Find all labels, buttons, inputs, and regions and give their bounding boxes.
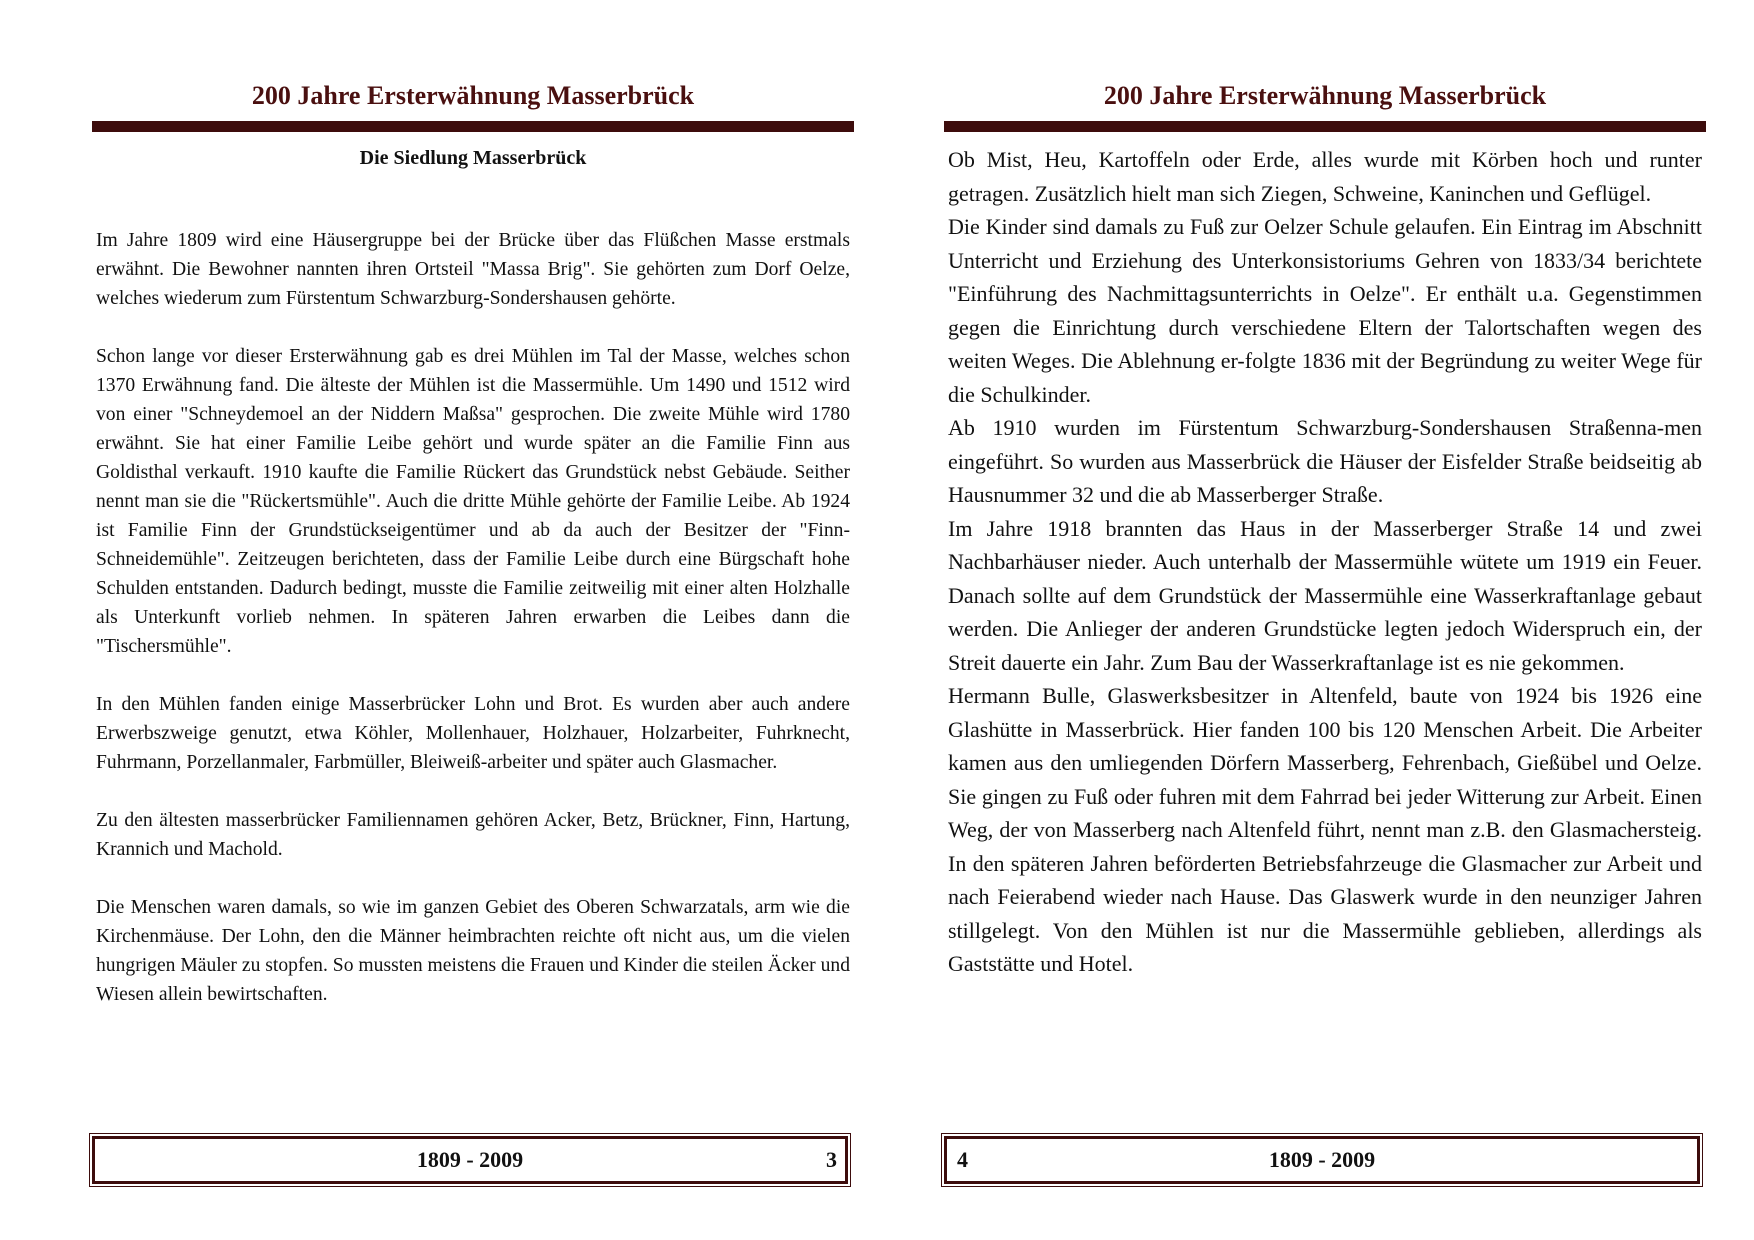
left-page	[92, 0, 854, 1240]
left-paragraph-5: Die Menschen waren damals, so wie im ganzen Gebiet des Oberen Schwarzatals, arm wie die Kirchenmäuse. Der Lohn, den die Männer heimbrachten reichte oft nicht aus, um die vielen hungrigen Mäuler zu stopfen. So mussten meistens die Frauen und Kinder die steilen Äcker und Wiesen allein bewirtschaften.	[96, 897, 850, 1005]
left-footer-box	[92, 1136, 848, 1184]
left-paragraph-2: Schon lange vor dieser Ersterwähnung gab es drei Mühlen im Tal der Masse, welches schon 1370 Erwähnung fand. Die älteste der Mühlen ist die Massermühle. Um 1490 und 1512 wird von einer "Schneydemoel an der Niddern Maßsa" gesprochen. Die zweite Mühle wird 1780 erwähnt. Sie hat einer Familie Leibe gehört und wurde später an die Familie Finn aus Goldisthal verkauft. 1910 kaufte die Familie Rückert das Grundstück nebst Gebäude. Seither nennt man sie die "Rückertsmühle". Auch die dritte Mühle gehörte der Familie Leibe. Ab 1924 ist Familie Finn der Grundstückseigentümer und ab da auch der Besitzer der "Finn-Schneidemühle". Zeitzeugen berichteten, dass der Familie Leibe durch eine Bürgschaft hohe Schulden entstanden. Dadurch bedingt, musste die Familie zeitweilig mit einer alten Holzhalle als Unterkunft vorlieb nehmen. In späteren Jahren erwarben die Leibes dann die "Tischersmühle".	[96, 346, 850, 657]
page-number-3: 3	[826, 1147, 837, 1172]
section-title: Die Siedlung Masserbrück	[359, 147, 587, 169]
right-footer-years: 1809 - 2009	[1268, 1147, 1376, 1172]
right-footer-box	[944, 1136, 1700, 1184]
left-header-title: 200 Jahre Ersterwähnung Masserbrück	[251, 81, 695, 110]
right-paragraph-1: Ob Mist, Heu, Kartoffeln oder Erde, alles wurde mit Körben hoch und runter getragen. Zusätzlich hielt man sich Ziegen, Schweine, Kaninchen und Geflügel.	[948, 147, 1702, 206]
left-body-text	[96, 226, 850, 1038]
page-number-4: 4	[957, 1147, 968, 1172]
left-header-rule	[92, 121, 854, 132]
left-paragraph-1: Im Jahre 1809 wird eine Häusergruppe bei der Brücke über das Flüßchen Masse erstmals erwähnt. Die Bewohner nannten ihren Ortsteil "Massa Brig". Sie gehörten zum Dorf Oelze, welches wiederum zum Fürstentum Schwarzburg-Sondershausen gehörte.	[96, 230, 850, 309]
left-footer-years: 1809 - 2009	[416, 1147, 524, 1172]
right-paragraph-3: Ab 1910 wurden im Fürstentum Schwarzburg-Sondershausen Straßenna-men eingeführt. So wurden aus Masserbrück die Häuser der Eisfelder Straße beidseitig ab Hausnummer 32 und die ab Masserberger Straße.	[948, 415, 1702, 507]
right-header-rule	[944, 121, 1706, 132]
right-header-title: 200 Jahre Ersterwähnung Masserbrück	[1103, 81, 1547, 110]
right-page	[944, 0, 1706, 1240]
right-paragraph-5: Hermann Bulle, Glaswerksbesitzer in Altenfeld, baute von 1924 bis 1926 eine Glashütte in Masserbrück. Hier fanden 100 bis 120 Menschen Arbeit. Die Arbeiter kamen aus den umliegenden Dörfern Masserberg, Fehrenbach, Gießübel und Oelze. Sie gingen zu Fuß oder fuhren mit dem Fahrrad bei jeder Witterung zur Arbeit. Einen Weg, der von Masserberg nach Altenfeld führt, nennt man z.B. den Glasmachersteig. In den späteren Jahren beförderten Betriebsfahrzeuge die Glasmacher zur Arbeit und nach Feierabend wieder nach Hause. Das Glaswerk wurde in den neunziger Jahren stillgelegt. Von den Mühlen ist nur die Massermühle geblieben, allerdings als Gaststätte und Hotel.	[948, 683, 1702, 976]
right-paragraph-4: Im Jahre 1918 brannten das Haus in der Masserberger Straße 14 und zwei Nachbarhäuser nieder. Auch unterhalb der Massermühle wütete um 1919 ein Feuer. Danach sollte auf dem Grundstück der Massermühle eine Wasserkraftanlage gebaut werden. Die Anlieger der anderen Grundstücke legten jedoch Widerspruch ein, der Streit dauerte ein Jahr. Zum Bau der Wasserkraftanlage ist es nie gekommen.	[948, 515, 1702, 675]
right-paragraph-2: Die Kinder sind damals zu Fuß zur Oelzer Schule gelaufen. Ein Eintrag im Abschnitt Unterricht und Erziehung des Unterkonsistoriums Gehren von 1833/34 berichtete "Einführung des Nachmittagsunterrichts in Oelze". Er enthält u.a. Gegenstimmen gegen die Einrichtung durch verschiedene Eltern der Talortschaften wegen des weiten Weges. Die Ablehnung er-folgte 1836 mit der Begründung zu weiter Wege für die Schulkinder.	[948, 214, 1702, 407]
left-paragraph-4: Zu den ältesten masserbrücker Familiennamen gehören Acker, Betz, Brückner, Finn, Hartung, Krannich und Machold.	[96, 810, 850, 860]
right-body-text	[948, 143, 1702, 981]
left-paragraph-3: In den Mühlen fanden einige Masserbrücker Lohn und Brot. Es wurden aber auch andere Erwerbszweige genutzt, etwa Köhler, Mollenhauer, Holzhauer, Holzarbeiter, Fuhrknecht, Fuhrmann, Porzellanmaler, Farbmüller, Bleiweiß-arbeiter und später auch Glasmacher.	[96, 694, 850, 773]
